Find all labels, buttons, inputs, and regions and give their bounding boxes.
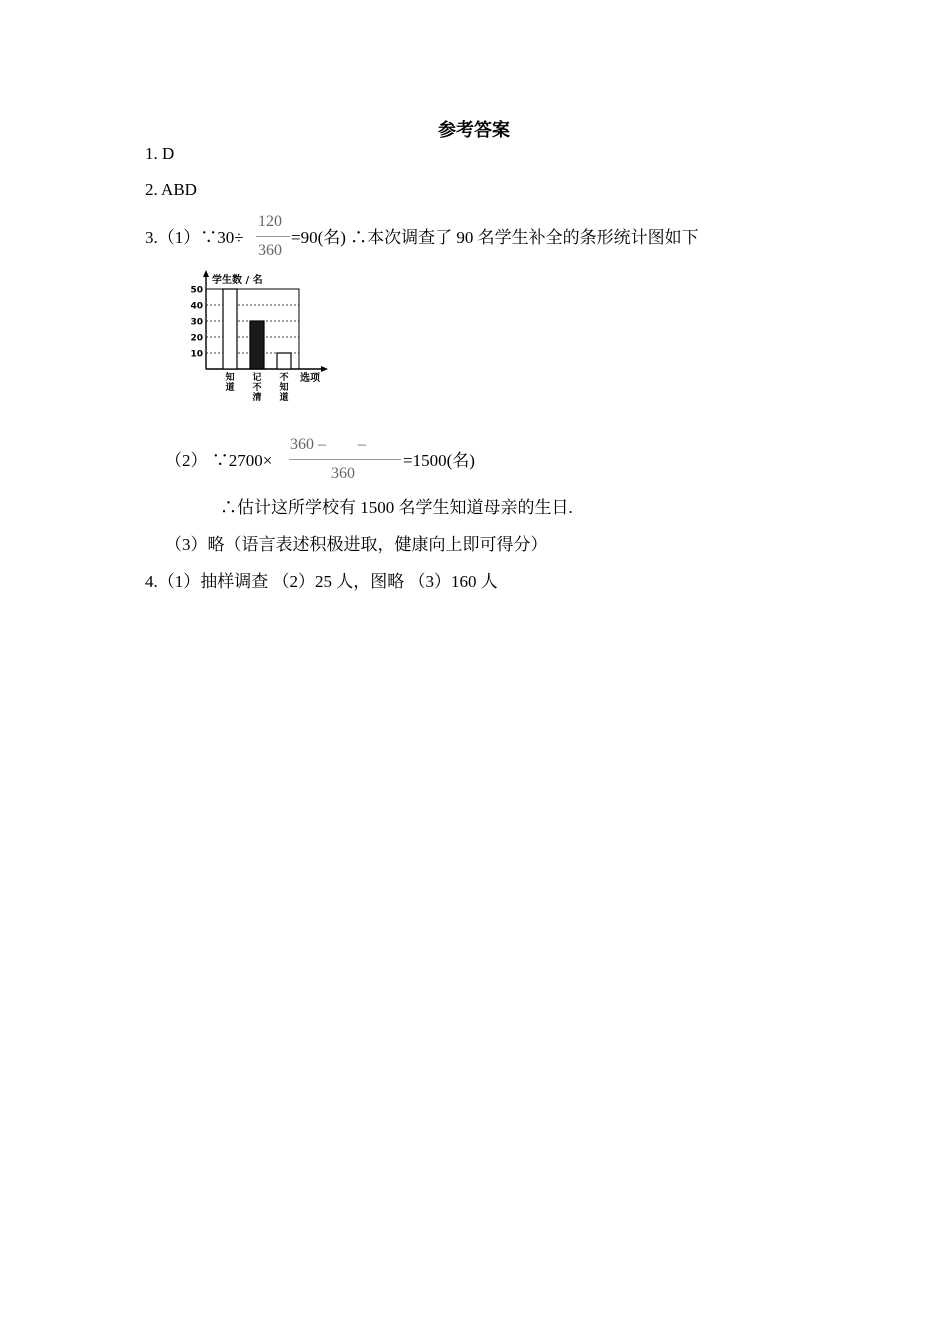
fraction-bar xyxy=(256,236,290,237)
y-tick-label: 40 xyxy=(190,301,203,312)
x-category-char: 记 xyxy=(252,373,262,383)
x-category-char: 道 xyxy=(225,383,235,393)
x-category-label xyxy=(279,371,288,403)
bar-2 xyxy=(250,321,264,369)
answer-3-part-1-suffix: =90(名) ∴本次调查了 90 名学生补全的条形统计图如下 xyxy=(291,228,699,247)
page-title: 参考答案 xyxy=(438,120,510,140)
answer-3-part-2-suffix: =1500(名) xyxy=(403,451,475,470)
fraction-denominator: 360 xyxy=(258,242,282,259)
x-category-char: 清 xyxy=(252,393,262,403)
y-tick-label: 20 xyxy=(190,333,203,344)
answer-3-part-2-prefix: （2） ∵2700× xyxy=(165,451,273,470)
answer-3-part-2-conclusion: ∴估计这所学校有 1500 名学生知道母亲的生日. xyxy=(220,498,573,517)
y-tick-label: 50 xyxy=(190,285,203,296)
bar-3 xyxy=(277,353,291,369)
answer-1: 1. D xyxy=(145,144,175,163)
bar-chart xyxy=(182,268,352,408)
x-category-label xyxy=(225,371,234,393)
x-category-char: 知 xyxy=(279,383,289,393)
x-category-char: 不 xyxy=(252,383,262,393)
y-tick-label: 10 xyxy=(190,349,203,360)
x-axis-label: 选项 xyxy=(300,373,320,384)
bar-1 xyxy=(223,289,237,369)
y-tick-label: 30 xyxy=(190,317,203,328)
fraction-bar xyxy=(289,459,401,460)
x-category-label xyxy=(252,371,261,403)
answer-3-part-1-prefix: 3.（1）∵30÷ xyxy=(145,228,244,247)
x-category-char: 不 xyxy=(279,373,289,383)
fraction-numerator: 120 xyxy=(258,213,282,230)
answer-2: 2. ABD xyxy=(145,180,197,199)
fraction-denominator: 360 xyxy=(331,465,355,482)
answer-4: 4.（1）抽样调查 （2）25 人，图略 （3）160 人 xyxy=(145,572,498,591)
x-category-char: 道 xyxy=(279,393,289,403)
y-axis-label: 学生数 / 名 xyxy=(212,275,263,286)
answer-3-part-3: （3）略（语言表述积极进取，健康向上即可得分） xyxy=(165,535,548,554)
x-category-char: 知 xyxy=(225,373,235,383)
fraction-numerator: 360 – – xyxy=(290,436,366,453)
